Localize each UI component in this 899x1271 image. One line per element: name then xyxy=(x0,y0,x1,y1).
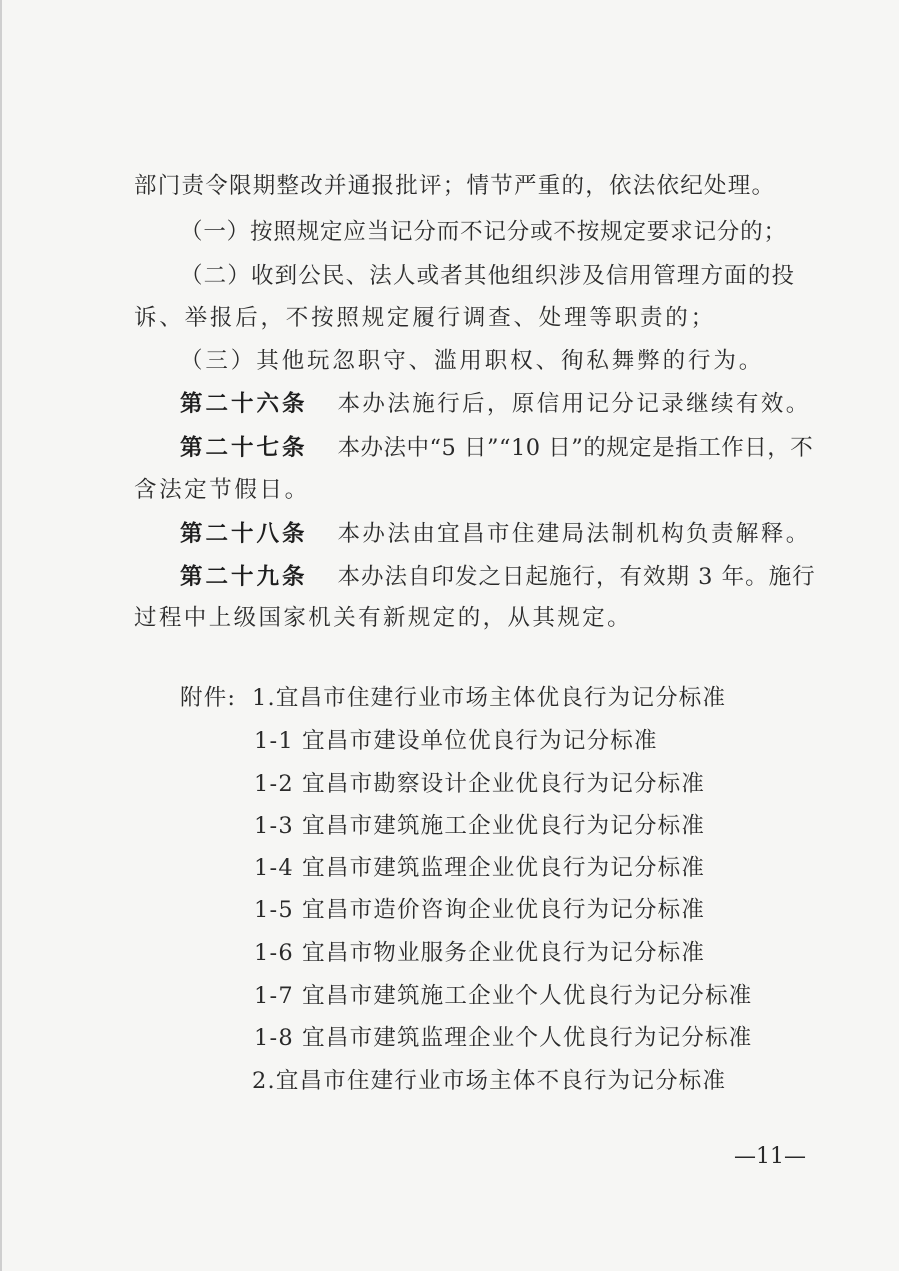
article-28-label: 第二十八条 xyxy=(180,521,308,547)
article-26 xyxy=(180,388,811,420)
list-item-2: （二）收到公民、法人或者其他组织涉及信用管理方面的投 xyxy=(180,263,794,289)
article-26-label: 第二十六条 xyxy=(180,391,308,417)
list-item-2-cont: 诉、举报后，不按照规定履行调查、处理等职责的； xyxy=(134,305,716,331)
attachment-item: 1-7 宜昌市建筑施工企业个人优良行为记分标准 xyxy=(254,983,753,1009)
article-28-text: 本办法由宜昌市住建局法制机构负责解释。 xyxy=(337,521,811,547)
article-29-label: 第二十九条 xyxy=(180,564,308,590)
attachment-item: 1-1 宜昌市建设单位优良行为记分标准 xyxy=(254,728,658,754)
body-line: 部门责令限期整改并通报批评；情节严重的，依法依纪处理。 xyxy=(134,173,774,199)
attachment-item: 1-6 宜昌市物业服务企业优良行为记分标准 xyxy=(254,940,706,966)
article-27-text: 本办法中“5 日”“10 日”的规定是指工作日，不 xyxy=(337,435,814,461)
article-29-cont: 过程中上级国家机关有新规定的，从其规定。 xyxy=(134,605,633,631)
list-item-1: （一）按照规定应当记分而不记分或不按规定要求记分的； xyxy=(180,219,786,245)
attachment-item: 1.宜昌市住建行业市场主体优良行为记分标准 xyxy=(252,685,727,711)
article-27 xyxy=(180,432,813,464)
article-27-label: 第二十七条 xyxy=(180,435,308,461)
article-29-text: 本办法自印发之日起施行，有效期 3 年。施行 xyxy=(337,564,816,590)
article-27-cont: 含法定节假日。 xyxy=(134,477,310,503)
attachment-item: 1-2 宜昌市勘察设计企业优良行为记分标准 xyxy=(254,771,706,797)
attachment-item: 1-4 宜昌市建筑监理企业优良行为记分标准 xyxy=(254,855,706,881)
list-item-3: （三）其他玩忽职守、滥用职权、徇私舞弊的行为。 xyxy=(180,348,765,374)
attachment-item: 1-3 宜昌市建筑施工企业优良行为记分标准 xyxy=(254,813,706,839)
page-number: —11— xyxy=(734,1144,806,1169)
attachment-item: 1-8 宜昌市建筑监理企业个人优良行为记分标准 xyxy=(254,1025,753,1051)
article-28 xyxy=(180,518,811,550)
article-29 xyxy=(180,561,816,593)
attachment-item: 1-5 宜昌市造价咨询企业优良行为记分标准 xyxy=(254,897,706,923)
article-26-text: 本办法施行后，原信用记分记录继续有效。 xyxy=(337,391,811,417)
attachments-label: 附件: xyxy=(180,685,237,711)
attachment-item: 2.宜昌市住建行业市场主体不良行为记分标准 xyxy=(252,1068,727,1094)
